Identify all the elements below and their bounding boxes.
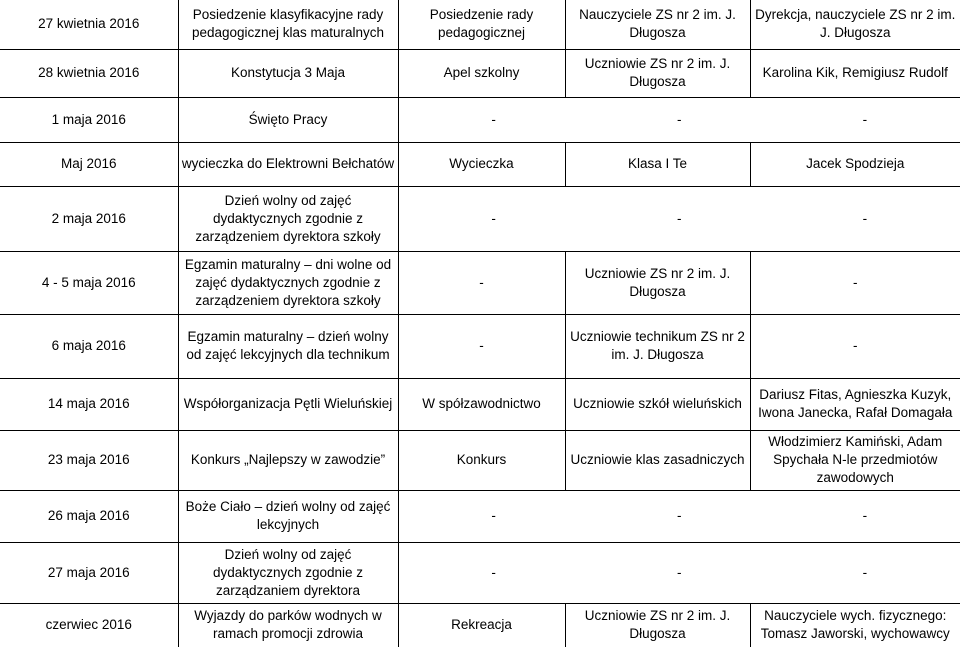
responsible-cell: Dyrekcja, nauczyciele ZS nr 2 im. J. Długosza — [750, 0, 960, 49]
form-cell: - — [398, 251, 565, 314]
form-cell: Posiedzenie rady pedagogicznej — [398, 0, 565, 49]
table-row — [0, 0, 960, 49]
empty-merged-cell — [398, 186, 960, 251]
table-row — [0, 186, 960, 251]
form-cell: Konkurs — [398, 430, 565, 490]
table-row — [0, 251, 960, 314]
dash-mark: - — [491, 508, 496, 523]
table-row — [0, 430, 960, 490]
responsible-cell: Włodzimierz Kamiński, Adam Spychała N-le przedmiotów zawodowych — [750, 430, 960, 490]
event-cell: Konstytucja 3 Maja — [178, 49, 398, 97]
event-cell: Boże Ciało – dzień wolny od zajęć lekcyjnych — [178, 490, 398, 542]
dash-mark: - — [491, 111, 496, 127]
event-cell: Dzień wolny od zajęć dydaktycznych zgodnie z zarządzeniem dyrektora szkoły — [178, 186, 398, 251]
form-cell: - — [398, 314, 565, 378]
date-cell: 27 kwietnia 2016 — [0, 0, 178, 49]
participants-cell: Uczniowie ZS nr 2 im. J. Długosza — [565, 49, 750, 97]
event-cell: Egzamin maturalny – dzień wolny od zajęć lekcyjnych dla technikum — [178, 314, 398, 378]
dash-mark: - — [862, 564, 868, 580]
dash-mark: - — [491, 210, 496, 226]
responsible-cell: - — [750, 251, 960, 314]
date-cell: 14 maja 2016 — [0, 378, 178, 430]
participants-cell: Uczniowie klas zasadniczych — [565, 430, 750, 490]
dash-mark: - — [676, 210, 682, 226]
dash-mark: - — [676, 564, 682, 580]
dash-mark: - — [862, 210, 868, 226]
event-cell: Konkurs „Najlepszy w zawodzie” — [178, 430, 398, 490]
date-cell: 27 maja 2016 — [0, 542, 178, 603]
table-row — [0, 314, 960, 378]
event-cell: Święto Pracy — [178, 97, 398, 142]
responsible-cell: Jacek Spodzieja — [750, 142, 960, 186]
dash-mark: - — [862, 111, 868, 127]
responsible-cell: Karolina Kik, Remigiusz Rudolf — [750, 49, 960, 97]
event-cell: Współorganizacja Pętli Wieluńskiej — [178, 378, 398, 430]
table-row — [0, 378, 960, 430]
participants-cell: Uczniowie szkół wieluńskich — [565, 378, 750, 430]
table-row — [0, 97, 960, 142]
table-row — [0, 490, 960, 542]
dash-mark: - — [676, 508, 682, 523]
form-cell: Rekreacja — [398, 603, 565, 647]
date-cell: 1 maja 2016 — [0, 97, 178, 142]
date-cell: 6 maja 2016 — [0, 314, 178, 378]
event-cell: wycieczka do Elektrowni Bełchatów — [178, 142, 398, 186]
empty-merged-cell — [398, 97, 960, 142]
date-cell: 23 maja 2016 — [0, 430, 178, 490]
form-cell: Apel szkolny — [398, 49, 565, 97]
dash-mark: - — [862, 508, 868, 523]
participants-cell: Uczniowie ZS nr 2 im. J. Długosza — [565, 603, 750, 647]
event-cell: Egzamin maturalny – dni wolne od zajęć dydaktycznych zgodnie z zarządzeniem dyrektora szkoły — [178, 251, 398, 314]
table-row — [0, 603, 960, 647]
event-cell: Dzień wolny od zajęć dydaktycznych zgodnie z zarządzaniem dyrektora — [178, 542, 398, 603]
date-cell: 4 - 5 maja 2016 — [0, 251, 178, 314]
form-cell: Wycieczka — [398, 142, 565, 186]
table-row — [0, 142, 960, 186]
responsible-cell: - — [750, 314, 960, 378]
event-cell: Posiedzenie klasyfikacyjne rady pedagogicznej klas maturalnych — [178, 0, 398, 49]
table-row — [0, 542, 960, 603]
participants-cell: Klasa I Te — [565, 142, 750, 186]
participants-cell: Nauczyciele ZS nr 2 im. J. Długosza — [565, 0, 750, 49]
date-cell: 26 maja 2016 — [0, 490, 178, 542]
empty-merged-cell — [398, 542, 960, 603]
participants-cell: Uczniowie technikum ZS nr 2 im. J. Długosza — [565, 314, 750, 378]
date-cell: 2 maja 2016 — [0, 186, 178, 251]
dash-mark: - — [676, 111, 682, 127]
responsible-cell: Dariusz Fitas, Agnieszka Kuzyk, Iwona Janecka, Rafał Domagała — [750, 378, 960, 430]
date-cell: Maj 2016 — [0, 142, 178, 186]
event-cell: Wyjazdy do parków wodnych w ramach promocji zdrowia — [178, 603, 398, 647]
date-cell: 28 kwietnia 2016 — [0, 49, 178, 97]
responsible-cell: Nauczyciele wych. fizycznego: Tomasz Jaworski, wychowawcy — [750, 603, 960, 647]
empty-merged-cell — [398, 490, 960, 542]
date-cell: czerwiec 2016 — [0, 603, 178, 647]
dash-mark: - — [491, 564, 496, 580]
form-cell: W spółzawodnictwo — [398, 378, 565, 430]
table-row — [0, 49, 960, 97]
participants-cell: Uczniowie ZS nr 2 im. J. Długosza — [565, 251, 750, 314]
